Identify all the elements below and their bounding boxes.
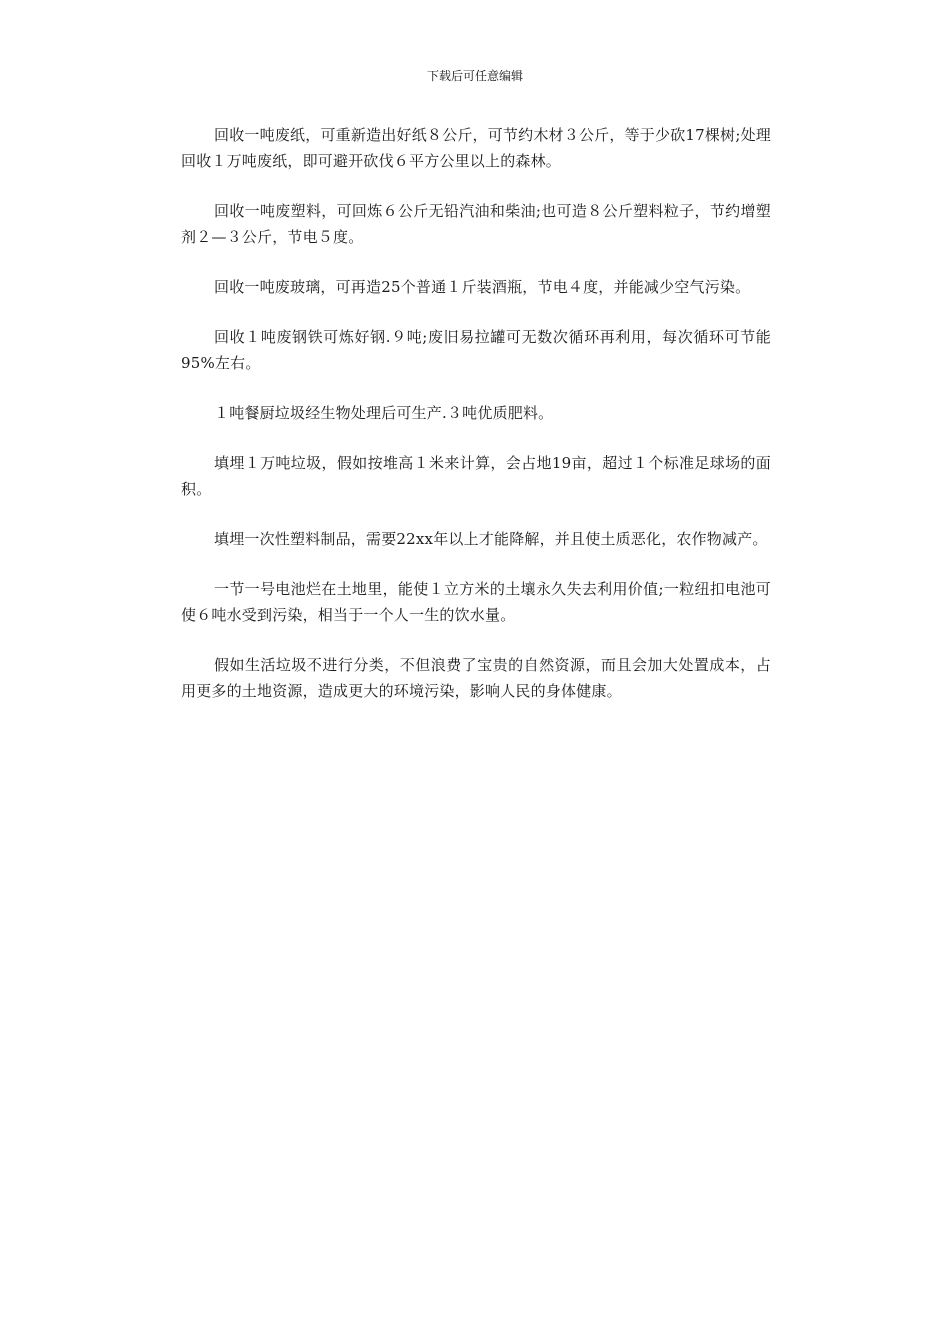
paragraph: 一节一号电池烂在土地里，能使１立方米的土壤永久失去利用价值;一粒纽扣电池可使６吨水受到污染，相当于一个人一生的饮水量。 — [181, 580, 771, 624]
paragraph: 回收一吨废玻璃，可再造25个普通１斤装酒瓶，节电４度，并能减少空气污染。 — [214, 278, 751, 296]
paragraph: 回收１吨废钢铁可炼好钢.９吨;废旧易拉罐可无数次循环再利用，每次循环可节能95%左右。 — [181, 328, 771, 372]
paragraph: 填埋１万吨垃圾，假如按堆高１米来计算，会占地19亩，超过１个标准足球场的面积。 — [181, 454, 771, 498]
document-body — [181, 122, 771, 728]
paragraph: 假如生活垃圾不进行分类，不但浪费了宝贵的自然资源，而且会加大处置成本，占用更多的土地资源，造成更大的环境污染，影响人民的身体健康。 — [181, 656, 771, 700]
paragraph: 回收一吨废纸，可重新造出好纸８公斤，可节约木材３公斤，等于少砍17棵树;处理回收１万吨废纸，即可避开砍伐６平方公里以上的森林。 — [181, 126, 771, 170]
paragraph: 填埋一次性塑料制品，需要22xx年以上才能降解，并且使土质恶化，农作物减产。 — [214, 530, 768, 548]
paragraph: 回收一吨废塑料，可回炼６公斤无铅汽油和柴油;也可造８公斤塑料粒子，节约增塑剂２—３公斤，节电５度。 — [181, 202, 771, 246]
page-header: 下载后可任意编辑 — [426, 69, 523, 83]
paragraph: １吨餐厨垃圾经生物处理后可生产.３吨优质肥料。 — [214, 404, 554, 422]
